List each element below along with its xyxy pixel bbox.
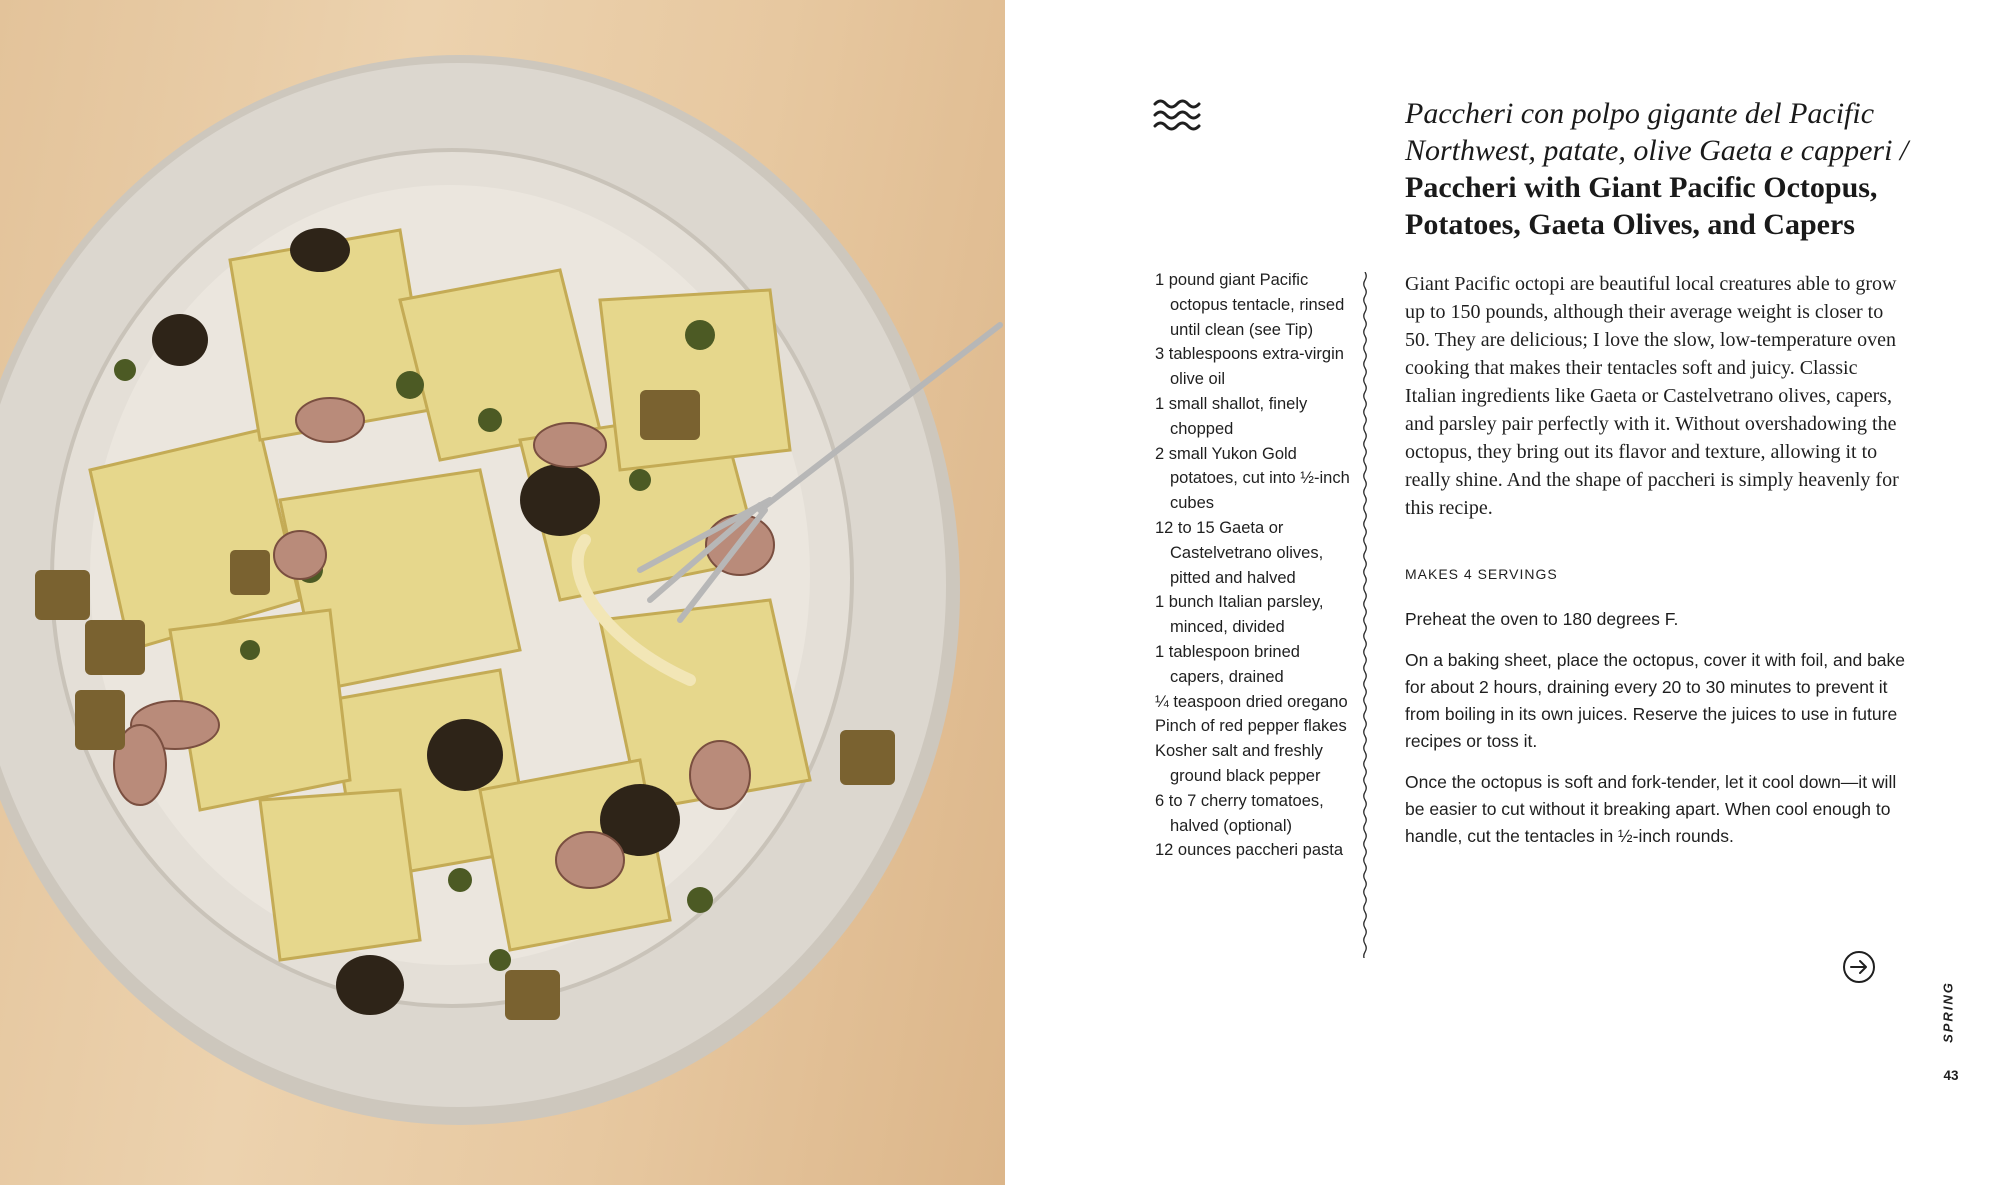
servings-label: MAKES 4 SERVINGS [1405, 566, 1558, 582]
ingredient-item: 12 ounces paccheri pasta [1155, 841, 1344, 860]
recipe-title-english: Paccheri with Giant Pacific Octopus, Potatoes, Gaeta Olives, and Capers [1405, 171, 1878, 241]
page-number: 43 [1943, 1068, 1959, 1083]
ingredient-item: 12 to 15 Gaeta or Castelvetrano olives, pitted and halved [1155, 518, 1324, 587]
wavy-divider [1362, 272, 1368, 958]
method-step-2: On a baking sheet, place the octopus, cover it with foil, and bake for about 2 hours, draining every 20 to 30 minutes to prevent it from boiling in its own juices. Reserve the juices to use in future recipes or toss it. [1405, 650, 1906, 751]
method-step-3: Once the octopus is soft and fork-tender, let it cool down—it will be easier to cut without it breaking apart. When cool enough to handle, cut the tentacles in ½-inch rounds. [1405, 772, 1897, 846]
ingredient-item: 1 pound giant Pacific octopus tentacle, rinsed until clean (see Tip) [1155, 271, 1345, 339]
method-step-1: Preheat the oven to 180 degrees F. [1405, 609, 1679, 629]
ingredient-item: ¼ teaspoon dried oregano [1155, 692, 1348, 711]
ingredient-list [1155, 268, 1355, 863]
ingredient-item: Pinch of red pepper flakes [1155, 717, 1347, 736]
wave-icon [1152, 96, 1202, 136]
ingredient-item: 6 to 7 cherry tomatoes, halved (optional) [1155, 791, 1324, 835]
ingredient-item: 1 tablespoon brined capers, drained [1155, 642, 1300, 686]
recipe-intro: Giant Pacific octopi are beautiful local creatures able to grow up to 150 pounds, although their average weight is closer to 50. They are delicious; I love the slow, low-temperature oven cooking that makes their tentacles soft and juicy. Classic Italian ingredients like Gaeta or Castelvetrano olives, capers, and parsley pair perfectly with it. Without overshadowing the octopus, they bring out its flavor and texture, allowing it to really shine. And the shape of paccheri is simply heavenly for this recipe. [1405, 273, 1899, 519]
recipe-title [1405, 95, 1925, 243]
ingredient-item: 3 tablespoons extra-virgin olive oil [1155, 345, 1344, 389]
recipe-title-italian: Paccheri con polpo gigante del Pacific Northwest, patate, olive Gaeta e capperi / [1405, 97, 1909, 167]
ingredient-item: Kosher salt and freshly ground black pepper [1155, 742, 1323, 785]
arrow-right-circle-icon [1842, 950, 1876, 984]
section-label: SPRING [1940, 981, 1956, 1043]
ingredient-item: 1 bunch Italian parsley, minced, divided [1155, 593, 1324, 637]
ingredient-item: 2 small Yukon Gold potatoes, cut into ½-inch cubes [1155, 444, 1350, 513]
ingredient-item: 1 small shallot, finely chopped [1155, 394, 1308, 438]
